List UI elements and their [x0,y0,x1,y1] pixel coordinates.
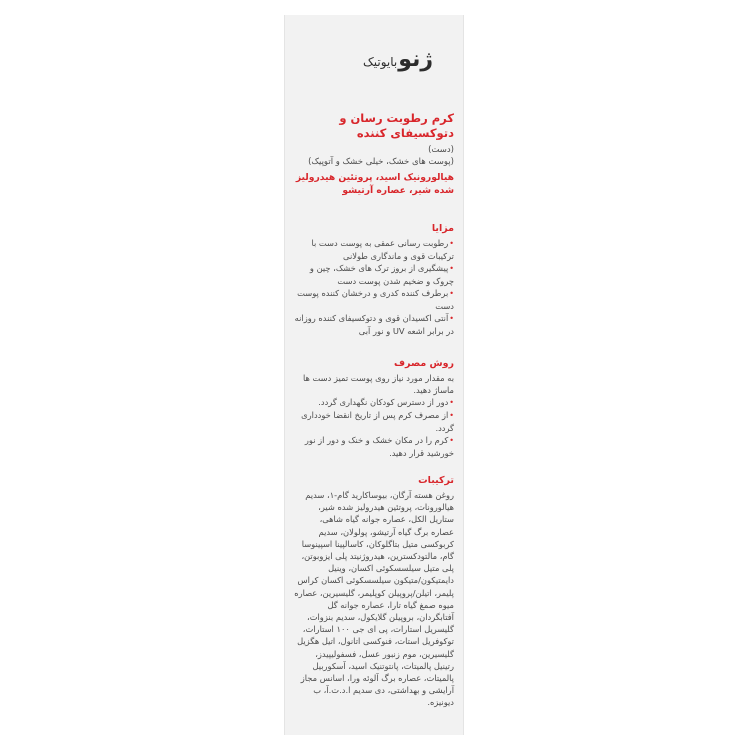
usage-intro: به مقدار مورد نیاز روی پوست تمیز دست ها ماساژ دهید. [302,373,454,395]
benefits-list [294,237,454,337]
skin-type: (پوست های خشک، خیلی خشک و آتوپیک) [308,157,454,167]
list-item: •رطوبت رسانی عمقی به پوست دست با ترکیبات قوی و ماندگاری طولانی [311,238,454,261]
list-item: •آنتی اکسیدان قوی و دتوکسیفای کننده روزانه در برابر اشعه UV و نور آبی [294,313,454,336]
list-item: •کرم را در مکان خشک و خنک و دور از نور خورشید قرار دهید. [304,435,454,458]
list-item: •برطرف کننده کدری و درخشان کننده پوست دست [297,288,454,311]
bullet-icon: • [449,239,454,248]
bullet-icon: • [449,436,454,445]
list-item: •پیشگیری از بروز ترک های خشک، چین و چروک و ضخیم شدن پوست دست [309,263,454,286]
bullet-icon: • [449,398,454,407]
product-title: کرم رطوبت رسان و دتوکسیفای کننده [339,111,454,140]
product-label-panel [284,15,464,735]
benefits-title: مزایا [431,223,454,234]
usage-section [294,358,454,459]
ingredients-section [294,475,454,709]
brand-logo [363,47,433,72]
bullet-icon: • [449,264,454,273]
key-ingredients: هیالورونیک اسید، پروتئین هیدرولیز شده شیر، عصاره آرتیشو [295,172,454,196]
usage-list [294,396,454,459]
list-item: •دور از دسترس کودکان نگهداری گردد. [318,397,454,407]
brand-logo-main: ژنو [398,47,433,72]
bullet-icon: • [449,289,454,298]
list-item: •از مصرف کرم پس از تاریخ انقضا خودداری گردد. [301,410,454,433]
bullet-icon: • [449,411,454,420]
benefits-section [294,223,454,337]
ingredients-text: روغن هسته آرگان، بیوساکارید گام-۱، سدیم هیالورونات، پروتئین هیدرولیز شده شیر، ستاریل الکل، عصاره جوانه گیاه شاهی، عصاره برگ گیاه آرتیشو، پولولان، سدیم کربوکسی متیل بتاگلوکان، کاسالپینا اسپینوسا گام، مالتودکسترین، هیدروژنیتد پلی ایزوبوتن، پلی متیل سیلسسکوئی اکسان، وینیل دایمتیکون/متیکون سیلسسکوئی اکسان کراس پلیمر، اتیلن/پروپیلن کوپلیمر، گلیسیرین، عصاره میوه صمغ گیاه تارا، عصاره جوانه گل آفتابگردان، بروپیلن گلایکول، سدیم بنزوات، گلیسریل استارات، پی ای جی ۱۰۰ استارات، توکوفریل استات، فنوکسی اتانول، اتیل هگزیل گلیسیرین، موم زنبور عسل، فسفولیپیدز، رتینیل پالمیتات، پانتوتنیک اسید، آسکوربیل پالمیتات، عصاره برگ آلوئه ورا، اسانس مجاز آرایشی و بهداشتی، دی سدیم ا.د.ت.آ، ب دیونیزه. [294,490,454,708]
usage-title: روش مصرف [394,358,454,369]
ingredients-title: ترکیبات [418,475,454,486]
product-subtitle: (دست) [428,145,454,155]
brand-logo-sub: بایوتیک [363,55,398,69]
bullet-icon: • [449,314,454,323]
